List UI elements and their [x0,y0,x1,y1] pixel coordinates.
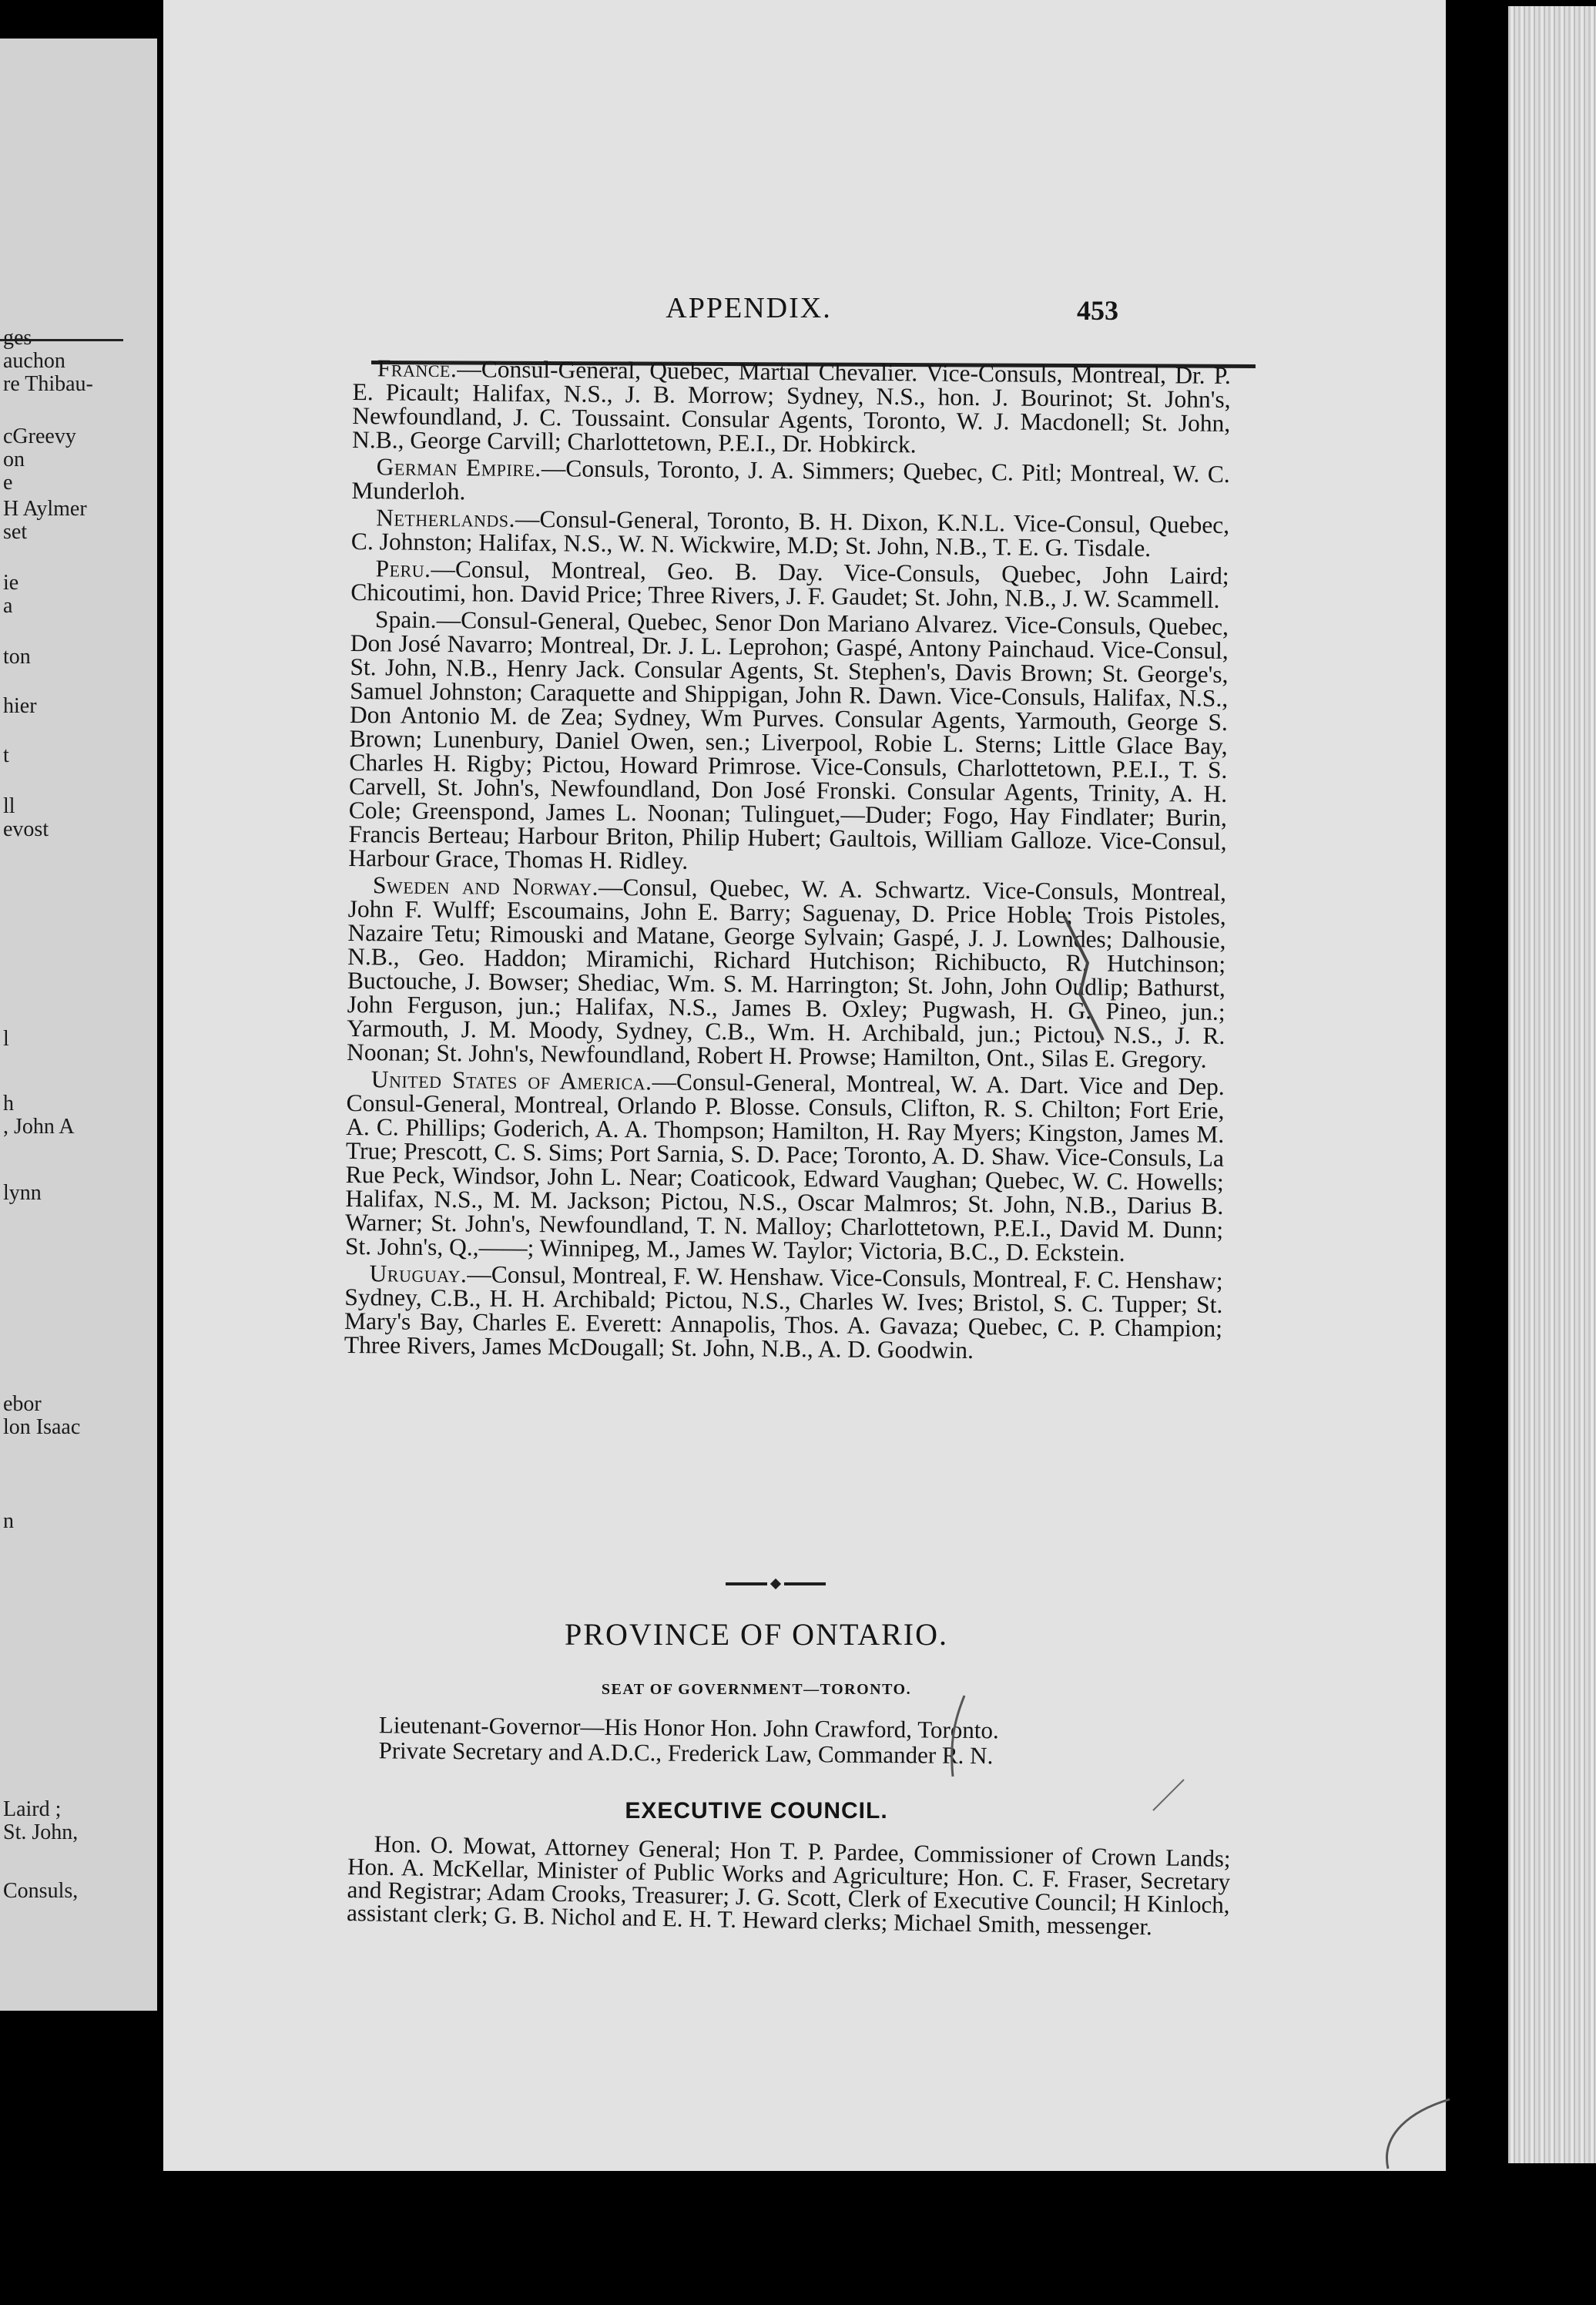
lieutenant-governor-line: Lieutenant-Governor—His Honor Hon. John Crawford, Toronto. [378,1711,999,1744]
ornament-bar [784,1582,826,1585]
facing-page-line: hier [3,694,37,718]
entry-country: United States of America. [370,1065,652,1095]
entry-country: Spain. [374,606,437,633]
facing-page-line: evost [3,817,49,841]
facing-page-line: cGreevy [3,424,76,448]
entry-text: —Consul-General, Quebec, Senor Don Mariano Alvarez. Vice-Consuls, Quebec, Don José Navarro; Montreal, Dr. J. L. Leprohon; Gaspé, Antony Painchaud. Vice-Consul, St. John, N.B., Henry Jack. Consular Agents, St. Stephen's, Davis Brown; St. George's, Samuel Johnston; Caraquette and Shippigan, John R. Dawn. Vice-Consuls, Halifax, N.S., Don Antonio M. de Zea; Sydney, Wm Purves. Consular Agents, Yarmouth, George S. Brown; Lunenbury, Daniel Owen, sen.; Liverpool, Robie L. Sterns; Little Glace Bay, Charles H. Rigby; Pictou, Howard Primrose. Vice-Consuls, Charlottetown, P.E.I., T. S. Carvell, St. John's, Newfoundland, Don José Fronski. Consular Agents, Trinity, A. H. Cole; Greenspond, James L. Noonan; Tulinguet,—Duder; Fogo, Hay Findlater; Burin, Francis Berteau; Harbour Briton, Philip Hubert; Gaultois, William Galloze. Vice-Consul, Harbour Grace, Thomas H. Ridley. [348,606,1229,874]
running-title: APPENDIX. [666,292,832,324]
entry-text: —Consul-General, Montreal, W. A. Dart. Vice and Dep. Consul-General, Montreal, Orlando P. Blosse. Consuls, Clifton, R. S. Chilton; Fort Erie, A. C. Phillips; Goderich, A. A. Thompson; Hamilton, H. Ray Myers; Kingston, James M. True; Prescott, C. S. Sims; Port Sarnia, S. D. Pace; Toronto, A. D. Shaw. Vice-Consuls, La Rue Peck, Windsor, John L. Near; Coaticook, Edward Vaughan; Quebec, W. C. Howells; Halifax, N.S., M. M. Jackson; Pictou, N.S., Oscar Malmros; St. John, N.B., Darius B. Warner; St. John's, Newfoundland, T. N. Malloy; Charlottetown, P.E.I., David M. Dunn; St. John's, Q.,——; Winnipeg, M., James W. Taylor; Victoria, B.C., D. Eckstein. [344,1068,1225,1267]
facing-page-line: auchon [3,349,65,373]
lieutenant-governor-block [352,1712,1123,1770]
entry-spain [348,607,1229,877]
facing-page-line: ebor [3,1392,42,1416]
facing-page-line: lynn [3,1181,42,1205]
page-crease [1365,2095,1457,2172]
facing-page-line: ie [3,571,19,595]
entry-text: —Consuls, Toronto, J. A. Simmers; Quebec, C. Pitl; Montreal, W. C. Munderloh. [351,455,1230,505]
entry-german-empire [351,455,1229,510]
page-number: 453 [1077,295,1118,326]
facing-page-line: Laird ; [3,1797,62,1821]
executive-council-block [347,1832,1231,1940]
entry-text: —Consul, Quebec, W. A. Schwartz. Vice-Consuls, Montreal, John F. Wulff; Escoumains, John E. Barry; Saguenay, D. Price Hoble; Trois Pistoles, Nazaire Tetu; Rimouski and Matane, George Sylvain; Gaspé, J. J. Lowndes; Dalhousie, N.B., Geo. Haddon; Miramichi, Richard Hutchison; Richibucto, R. Hutchinson; Buctouche, J. Bowser; Shediac, Wm. S. M. Harrington; St. John, John Oudlip; Bathurst, John Ferguson, jun.; Halifax, N.S., James B. Oxley; Pugwash, H. G. Pineo, jun.; Yarmouth, J. M. Moody, Sydney, C.B., Wm. H. Archibald, jun.; Pictou, N.S., J. R. Noonan; St. John's, Newfoundland, Robert H. Prowse; Hamilton, Ont., Silas E. Gregory. [346,873,1227,1073]
facing-page-line: set [3,520,28,544]
facing-page-line: on [3,448,25,471]
entry-united-states [345,1067,1225,1266]
facing-page-line: lon Isaac [3,1415,81,1439]
executive-council-title: EXECUTIVE COUNCIL. [625,1798,888,1824]
facing-page-line: St. John, [3,1820,79,1844]
entry-country: France. [377,354,458,383]
entry-france [352,356,1231,459]
pencil-mark [934,1692,980,1784]
ornament-bar [726,1582,767,1585]
entry-country: Peru. [375,555,431,582]
page-edge-stack [1508,6,1596,2163]
pencil-mark [1057,909,1111,1048]
entry-country: Netherlands. [376,504,516,532]
province-title: PROVINCE OF ONTARIO. [565,1617,948,1652]
entry-peru [350,556,1229,612]
entry-country: Sweden and Norway. [372,871,599,901]
section-ornament [726,1576,826,1592]
facing-page-line: , John A [3,1115,75,1139]
entry-country: German Empire. [376,453,542,482]
private-secretary-line: Private Secretary and A.D.C., Frederick Law, Commander R. N. [378,1736,994,1770]
entry-country: Uruguay. [369,1260,468,1288]
facing-page-line: re Thibau- [3,372,93,396]
entry-netherlands [351,505,1229,561]
facing-page-line: Consuls, [3,1879,79,1903]
entry-uruguay [344,1261,1223,1364]
executive-council-text: Hon. O. Mowat, Attorney General; Hon T. P. Pardee, Commissioner of Crown Lands; Hon. A. McKellar, Minister of Public Works and Agriculture; Hon. C. F. Fraser, Secretary and Registrar; Adam Crooks, Treasurer; J. G. Scott, Clerk of Executive Council; H Kinloch, assistant clerk; G. B. Nichol and E. H. T. Heward clerks; Michael Smith, messenger. [346,1830,1231,1941]
facing-page-line: l [3,1027,9,1051]
facing-page-line: a [3,594,13,618]
facing-page-line: ges [3,326,32,350]
consular-entries [344,356,1231,1367]
facing-page-line: H Aylmer [3,497,87,521]
entry-text: —Consul-General, Quebec, Martial Chevalier. Vice-Consuls, Montreal, Dr. P. E. Picault; Halifax, N.S., J. B. Morrow; Sydney, N.S., hon. J. Bourinot; St. John's, Newfoundland, J. C. Toussaint. Consular Agents, Toronto, W. J. Macdonell; St. John, N.B., George Carvill; Charlottetown, P.E.I., Dr. Hobkirck. [351,355,1231,458]
entry-text: —Consul-General, Toronto, B. H. Dixon, K.N.L. Vice-Consul, Quebec, C. Johnston; Halifax, N.S., W. N. Wickwire, M.D; St. John, N.B., T. E. G. Tisdale. [350,505,1230,562]
book-page [163,0,1446,2171]
entry-text: —Consul, Montreal, Geo. B. Day. Vice-Consuls, Quebec, John Laird; Chicoutimi, hon. David Price; Three Rivers, J. F. Gaudet; St. John, N.B., J. W. Scammell. [350,555,1229,613]
seat-of-government: SEAT OF GOVERNMENT—TORONTO. [601,1681,912,1698]
facing-page-line: ll [3,794,15,818]
facing-page-line: n [3,1509,14,1533]
pencil-mark [1149,1772,1188,1818]
facing-page-line: h [3,1092,14,1116]
facing-page-line: e [3,471,13,495]
ornament-dot [770,1579,781,1589]
facing-page-line: ton [3,645,31,669]
facing-page-line: t [3,743,9,767]
facing-page-fragment [0,39,157,2011]
entry-text: —Consul, Montreal, F. W. Henshaw. Vice-Consuls, Montreal, F. C. Henshaw; Sydney, C.B., H. H. Archibald; Pictou, N.S., Charles W. Ives; Bristol, S. C. Tupper; St. Mary's Bay, Charles E. Everett: Annapolis, Thos. A. Gavaza; Quebec, C. P. Champion; Three Rivers, James McDougall; St. John, N.B., A. D. Goodwin. [344,1260,1223,1364]
running-head [163,291,1442,337]
